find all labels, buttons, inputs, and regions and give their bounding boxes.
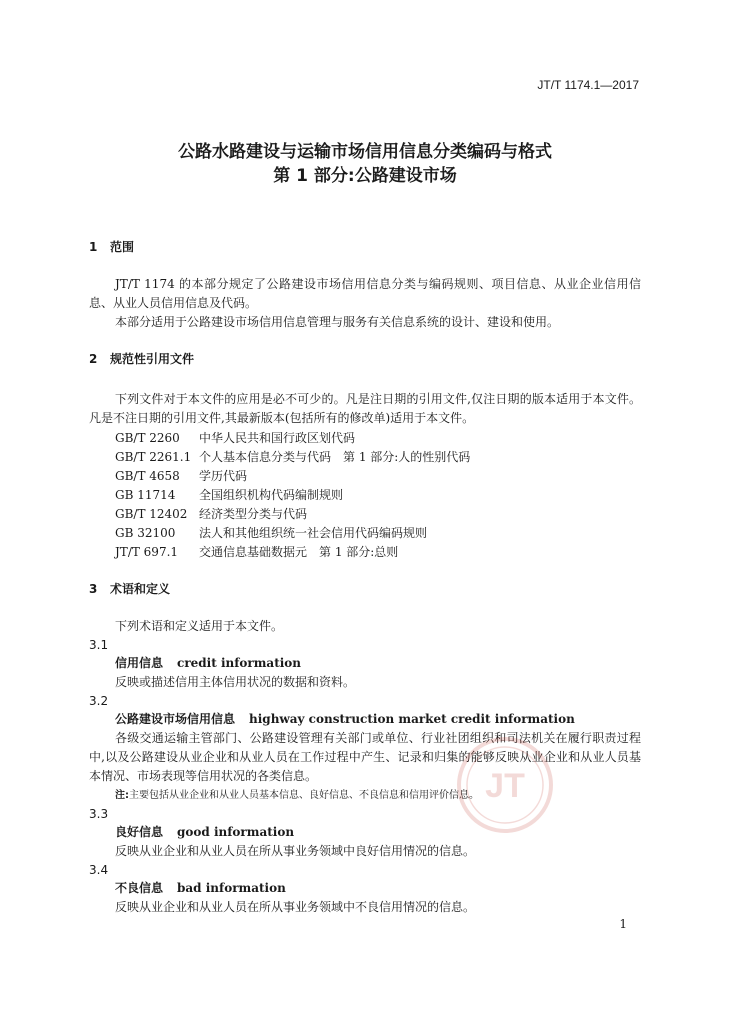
reference-name: 中华人民共和国行政区划代码 bbox=[199, 431, 356, 445]
section-2-paragraph-1: 下列文件对于本文件的应用是必不可少的。凡是注日期的引用文件,仅注日期的版本适用于本文件。凡是不注日期的引用文件,其最新版本(包括所有的修改单)适用于本文件。 bbox=[89, 392, 641, 425]
section-1-paragraph-2: 本部分适用于公路建设市场信用信息管理与服务有关信息系统的设计、建设和使用。 bbox=[115, 315, 560, 329]
term-3-2 bbox=[115, 710, 575, 729]
term-3-2-note bbox=[115, 786, 479, 805]
term-3-3-definition: 反映从业企业和从业人员在所从事业务领域中良好信用情况的信息。 bbox=[115, 844, 476, 858]
term-chinese: 公路建设市场信用信息 bbox=[115, 712, 236, 726]
reference-name: 个人基本信息分类与代码 第 1 部分:人的性别代码 bbox=[199, 450, 471, 464]
term-3-4 bbox=[115, 879, 286, 898]
reference-item bbox=[115, 467, 470, 486]
document-title-line1: 公路水路建设与运输市场信用信息分类编码与格式 bbox=[178, 142, 552, 162]
term-chinese: 良好信息 bbox=[115, 825, 164, 839]
note-text: 主要包括从业企业和从业人员基本信息、良好信息、不良信息和信用评价信息。 bbox=[129, 790, 479, 801]
section-1-paragraph-1: JT/T 1174 的本部分规定了公路建设市场信用信息分类与编码规则、项目信息、从业企业信用信息、从业人员信用信息及代码。 bbox=[89, 277, 641, 310]
normative-references-list bbox=[115, 429, 470, 562]
reference-item bbox=[115, 524, 470, 543]
section-1-heading bbox=[89, 238, 134, 257]
clause-3-3-number: 3.3 bbox=[89, 807, 109, 821]
section-2-title: 规范性引用文件 bbox=[110, 352, 195, 366]
reference-code: GB 32100 bbox=[115, 526, 176, 540]
term-3-4-definition: 反映从业企业和从业人员在所从事业务领域中不良信用情况的信息。 bbox=[115, 900, 476, 914]
section-2-heading bbox=[89, 350, 194, 369]
clause-3-2-number: 3.2 bbox=[89, 694, 109, 708]
reference-code: GB/T 2261.1 bbox=[115, 450, 192, 464]
reference-item bbox=[115, 429, 470, 448]
clause-3-4-number: 3.4 bbox=[89, 863, 109, 877]
term-english: good information bbox=[177, 825, 295, 839]
document-title-line2: 第 1 部分:公路建设市场 bbox=[273, 166, 457, 186]
reference-code: GB/T 4658 bbox=[115, 469, 180, 483]
section-3-heading bbox=[89, 580, 170, 599]
term-3-3 bbox=[115, 823, 294, 842]
reference-code: GB/T 2260 bbox=[115, 431, 180, 445]
section-1-number: 1 bbox=[89, 240, 98, 254]
reference-name: 经济类型分类与代码 bbox=[199, 507, 308, 521]
term-chinese: 信用信息 bbox=[115, 656, 164, 670]
page-number: 1 bbox=[619, 917, 627, 931]
reference-name: 全国组织机构代码编制规则 bbox=[199, 488, 344, 502]
section-3-number: 3 bbox=[89, 582, 98, 596]
reference-item bbox=[115, 505, 470, 524]
note-label: 注: bbox=[115, 790, 129, 801]
reference-name: 法人和其他组织统一社会信用代码编码规则 bbox=[199, 526, 428, 540]
section-3-paragraph-1: 下列术语和定义适用于本文件。 bbox=[115, 619, 284, 633]
term-english: highway construction market credit information bbox=[249, 712, 575, 726]
reference-code: GB/T 12402 bbox=[115, 507, 188, 521]
reference-code: GB 11714 bbox=[115, 488, 176, 502]
standard-code: JT/T 1174.1—2017 bbox=[537, 78, 639, 92]
term-english: bad information bbox=[177, 881, 286, 895]
term-english: credit information bbox=[177, 656, 302, 670]
reference-name: 学历代码 bbox=[199, 469, 248, 483]
section-1-title: 范围 bbox=[110, 240, 135, 254]
section-3-title: 术语和定义 bbox=[110, 582, 171, 596]
term-3-1 bbox=[115, 654, 301, 673]
reference-item bbox=[115, 448, 470, 467]
section-2-number: 2 bbox=[89, 352, 98, 366]
reference-item bbox=[115, 486, 470, 505]
term-3-2-definition: 各级交通运输主管部门、公路建设管理有关部门或单位、行业社团组织和司法机关在履行职责过程中,以及公路建设从业企业和从业人员在工作过程中产生、记录和归集的能够反映从业企业和从业人员基本情况、市场表现等信用状况的各类信息。 bbox=[89, 731, 641, 783]
reference-name: 交通信息基础数据元 第 1 部分:总则 bbox=[199, 545, 399, 559]
reference-item bbox=[115, 543, 470, 562]
jt-watermark-logo bbox=[455, 735, 555, 835]
term-3-1-definition: 反映或描述信用主体信用状况的数据和资料。 bbox=[115, 675, 356, 689]
term-chinese: 不良信息 bbox=[115, 881, 164, 895]
clause-3-1-number: 3.1 bbox=[89, 638, 109, 652]
reference-code: JT/T 697.1 bbox=[115, 545, 179, 559]
watermark-text: JT bbox=[485, 767, 525, 805]
